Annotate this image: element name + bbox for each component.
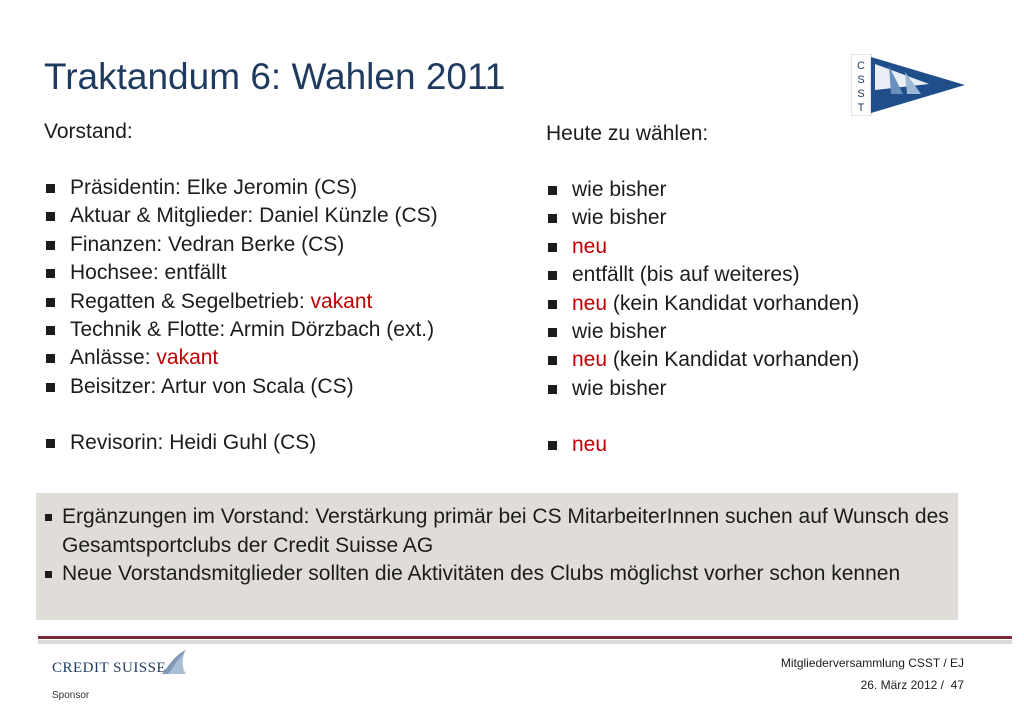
list-item: neu (kein Kandidat vorhanden) bbox=[546, 346, 859, 374]
list-item: Technik & Flotte: Armin Dörzbach (ext.) bbox=[44, 316, 438, 344]
bullet-square-icon bbox=[46, 354, 55, 363]
list-item: Finanzen: Vedran Berke (CS) bbox=[44, 231, 438, 259]
bullet-square-icon bbox=[46, 241, 55, 250]
list-item: wie bisher bbox=[546, 318, 859, 346]
list-item: Aktuar & Mitglieder: Daniel Künzle (CS) bbox=[44, 202, 438, 230]
bullet-square-icon bbox=[46, 269, 55, 278]
bullet-square-icon bbox=[46, 326, 55, 335]
bullet-square-icon bbox=[548, 271, 557, 280]
footer-divider bbox=[38, 636, 1012, 639]
election-list bbox=[546, 176, 859, 460]
list-item: neu (kein Kandidat vorhanden) bbox=[546, 290, 859, 318]
list-item: wie bisher bbox=[546, 176, 859, 204]
bullet-square-icon bbox=[548, 385, 557, 394]
credit-suisse-logo bbox=[52, 646, 192, 678]
bullet-square-icon bbox=[548, 186, 557, 195]
board-heading: Vorstand: bbox=[44, 120, 133, 143]
list-item: wie bisher bbox=[546, 204, 859, 232]
page-number: 47 bbox=[950, 678, 964, 692]
date-page-label bbox=[861, 678, 964, 692]
bullet-square-icon bbox=[46, 383, 55, 392]
date-label: 26. März 2012 / bbox=[860, 678, 944, 692]
event-label: Mitgliederversammlung CSST / EJ bbox=[780, 656, 964, 670]
brand-wordmark: CREDIT SUISSE bbox=[52, 660, 167, 676]
list-item: neu bbox=[546, 233, 859, 261]
list-item: Revisorin: Heidi Guhl (CS) bbox=[44, 429, 438, 457]
bullet-square-icon bbox=[548, 356, 557, 365]
bullet-square-icon bbox=[46, 298, 55, 307]
logo-letter: S bbox=[857, 88, 865, 100]
list-item: Hochsee: entfällt bbox=[44, 259, 438, 287]
sponsor-label: Sponsor bbox=[52, 690, 90, 701]
list-item: wie bisher bbox=[546, 375, 859, 403]
board-column bbox=[44, 118, 438, 458]
bullet-square-icon bbox=[548, 214, 557, 223]
list-item: Präsidentin: Elke Jeromin (CS) bbox=[44, 174, 438, 202]
slide-title: Traktandum 6: Wahlen 2011 bbox=[44, 56, 506, 97]
election-heading: Heute zu wählen: bbox=[546, 122, 709, 145]
election-column bbox=[546, 120, 859, 460]
bullet-square-icon bbox=[45, 571, 52, 578]
bullet-square-icon bbox=[548, 441, 557, 450]
note-item: Ergänzungen im Vorstand: Verstärkung primär bei CS MitarbeiterInnen suchen auf Wunsch des Gesamtsportclubs der Credit Suisse AG bbox=[36, 503, 958, 560]
list-item: Anlässe: vakant bbox=[44, 344, 438, 372]
bullet-square-icon bbox=[548, 243, 557, 252]
bullet-square-icon bbox=[548, 328, 557, 337]
bullet-square-icon bbox=[548, 300, 557, 309]
bullet-square-icon bbox=[45, 514, 52, 521]
footer-divider-shadow bbox=[38, 640, 1012, 644]
list-item: entfällt (bis auf weiteres) bbox=[546, 261, 859, 289]
logo-letter: S bbox=[857, 74, 865, 86]
note-item: Neue Vorstandsmitglieder sollten die Aktivitäten des Clubs möglichst vorher schon kennen bbox=[36, 560, 958, 589]
logo-letter: C bbox=[857, 60, 865, 72]
list-item: Beisitzer: Artur von Scala (CS) bbox=[44, 373, 438, 401]
board-list bbox=[44, 174, 438, 458]
list-item: Regatten & Segelbetrieb: vakant bbox=[44, 288, 438, 316]
bullet-square-icon bbox=[46, 184, 55, 193]
csst-pennant-logo bbox=[851, 54, 967, 116]
list-item: neu bbox=[546, 431, 859, 459]
bullet-square-icon bbox=[46, 439, 55, 448]
notes-list bbox=[36, 493, 958, 589]
bullet-square-icon bbox=[46, 212, 55, 221]
notes-box bbox=[36, 493, 958, 620]
logo-letter: T bbox=[857, 102, 865, 114]
